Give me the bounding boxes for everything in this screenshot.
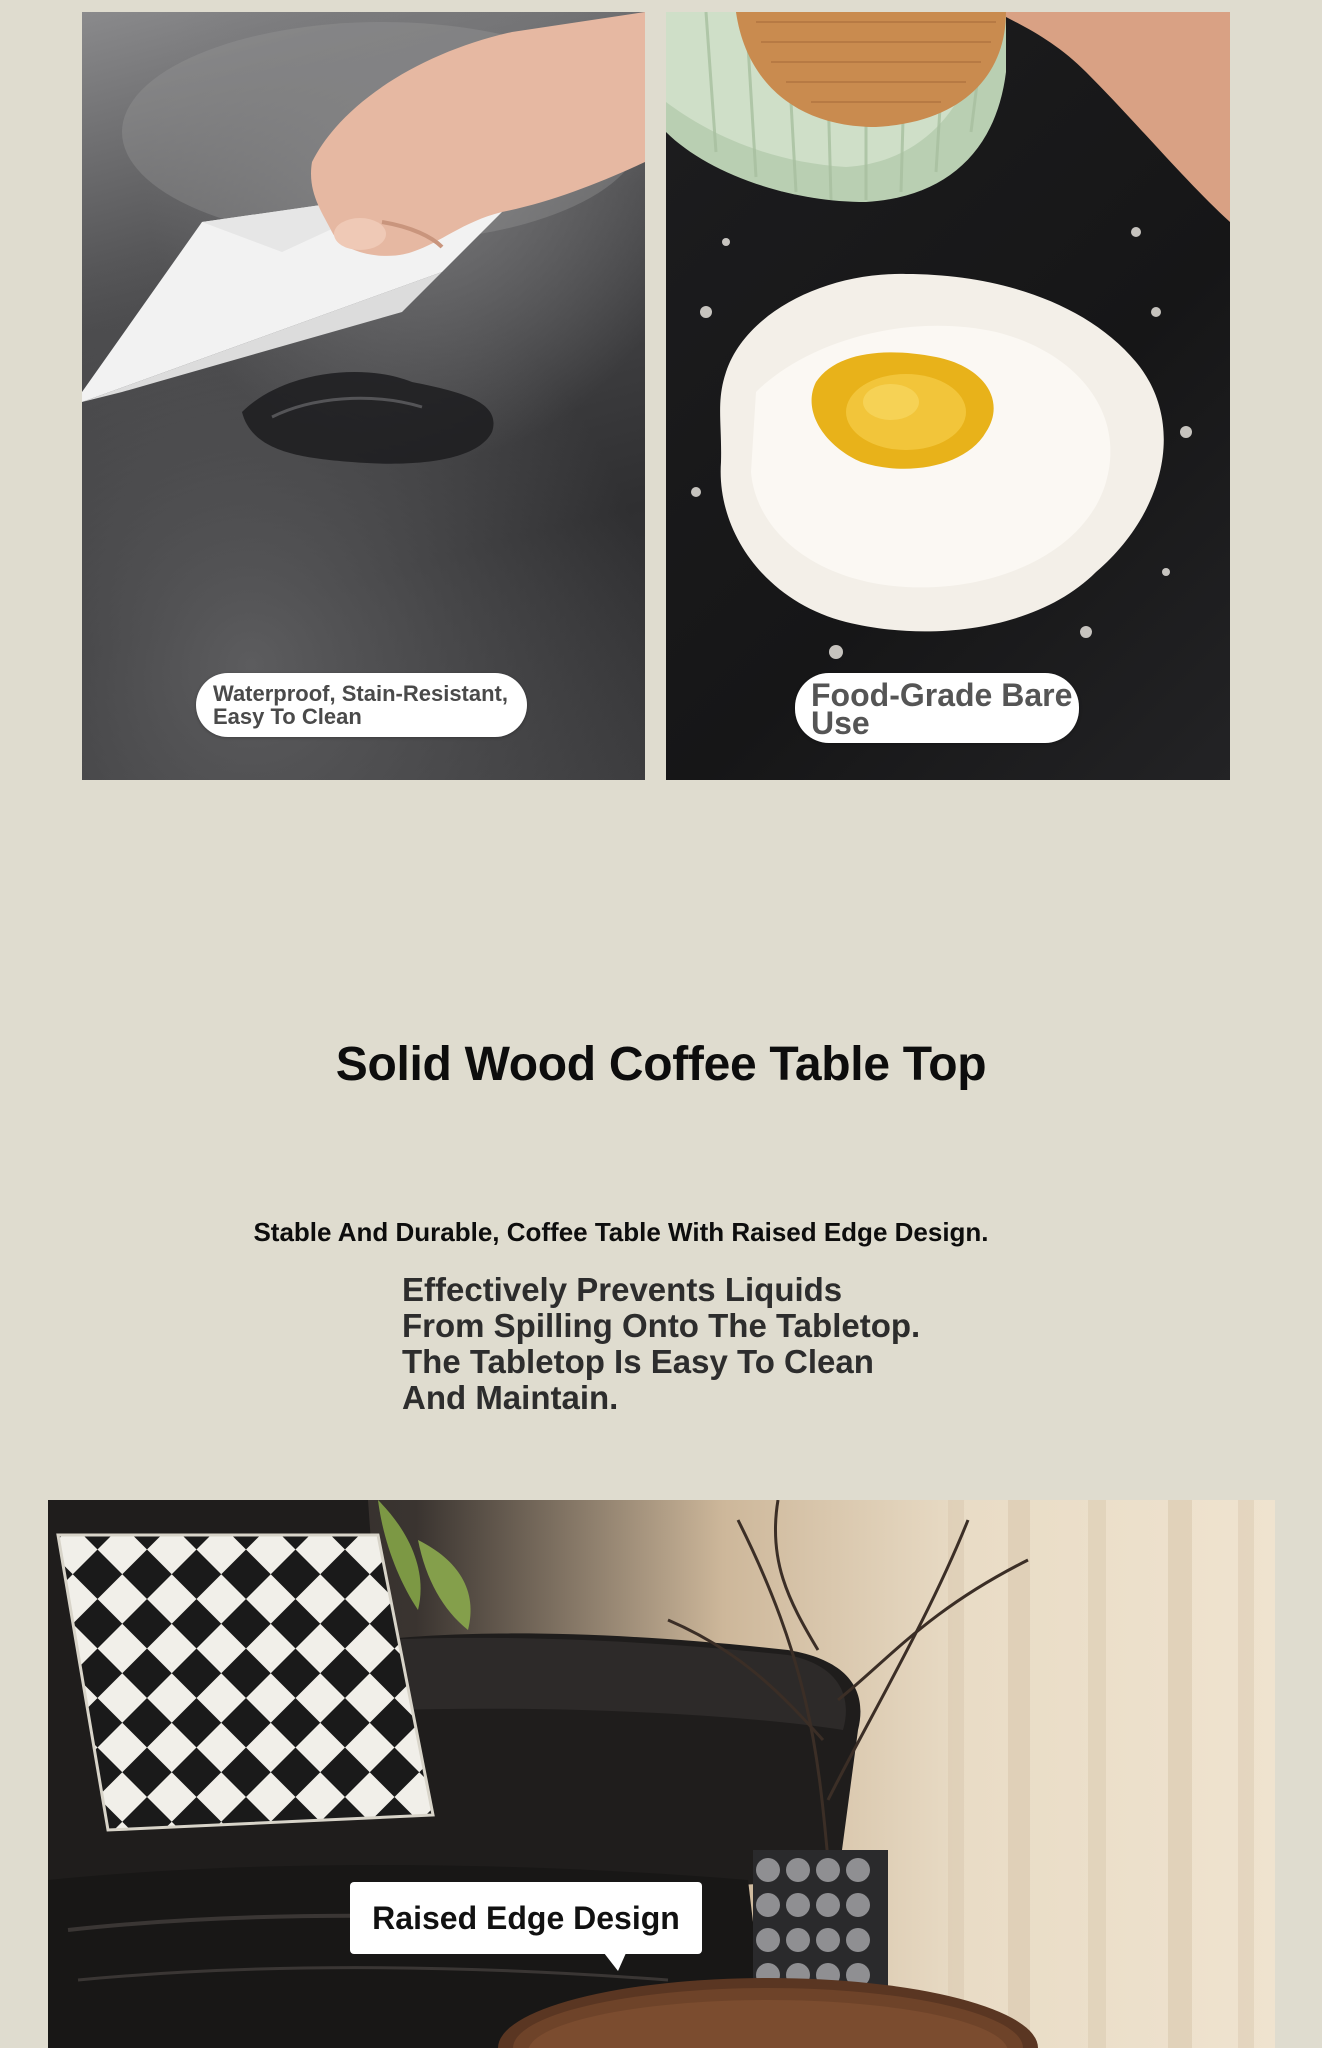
food-grade-illustration [666, 12, 1230, 780]
raised-edge-callout: Raised Edge Design [350, 1882, 702, 1954]
living-room-illustration [48, 1500, 1275, 2048]
section-body-line: From Spilling Onto The Tabletop. [402, 1307, 921, 1344]
waterproof-illustration [82, 12, 645, 780]
waterproof-photo [82, 12, 645, 780]
section-body-line: The Tabletop Is Easy To Clean [402, 1343, 874, 1380]
section-body [402, 1272, 920, 1416]
waterproof-label-line2: Easy To Clean [213, 704, 362, 729]
callout-pointer [604, 1953, 626, 1971]
section-subtitle: Stable And Durable, Coffee Table With Raised Edge Design. [253, 1217, 989, 1247]
section-body-line: Effectively Prevents Liquids [402, 1271, 843, 1308]
food-grade-photo [666, 12, 1230, 780]
section-title: Solid Wood Coffee Table Top [335, 1038, 987, 1091]
waterproof-label [196, 673, 527, 737]
section-body-line: And Maintain. [402, 1379, 619, 1416]
waterproof-label-line1: Waterproof, Stain-Resistant, [213, 680, 508, 706]
food-grade-label-line2: Use [811, 705, 870, 742]
food-grade-label-line1: Food-Grade Bare [811, 677, 1073, 713]
food-grade-label [795, 673, 1079, 743]
living-room-photo [48, 1500, 1275, 2048]
